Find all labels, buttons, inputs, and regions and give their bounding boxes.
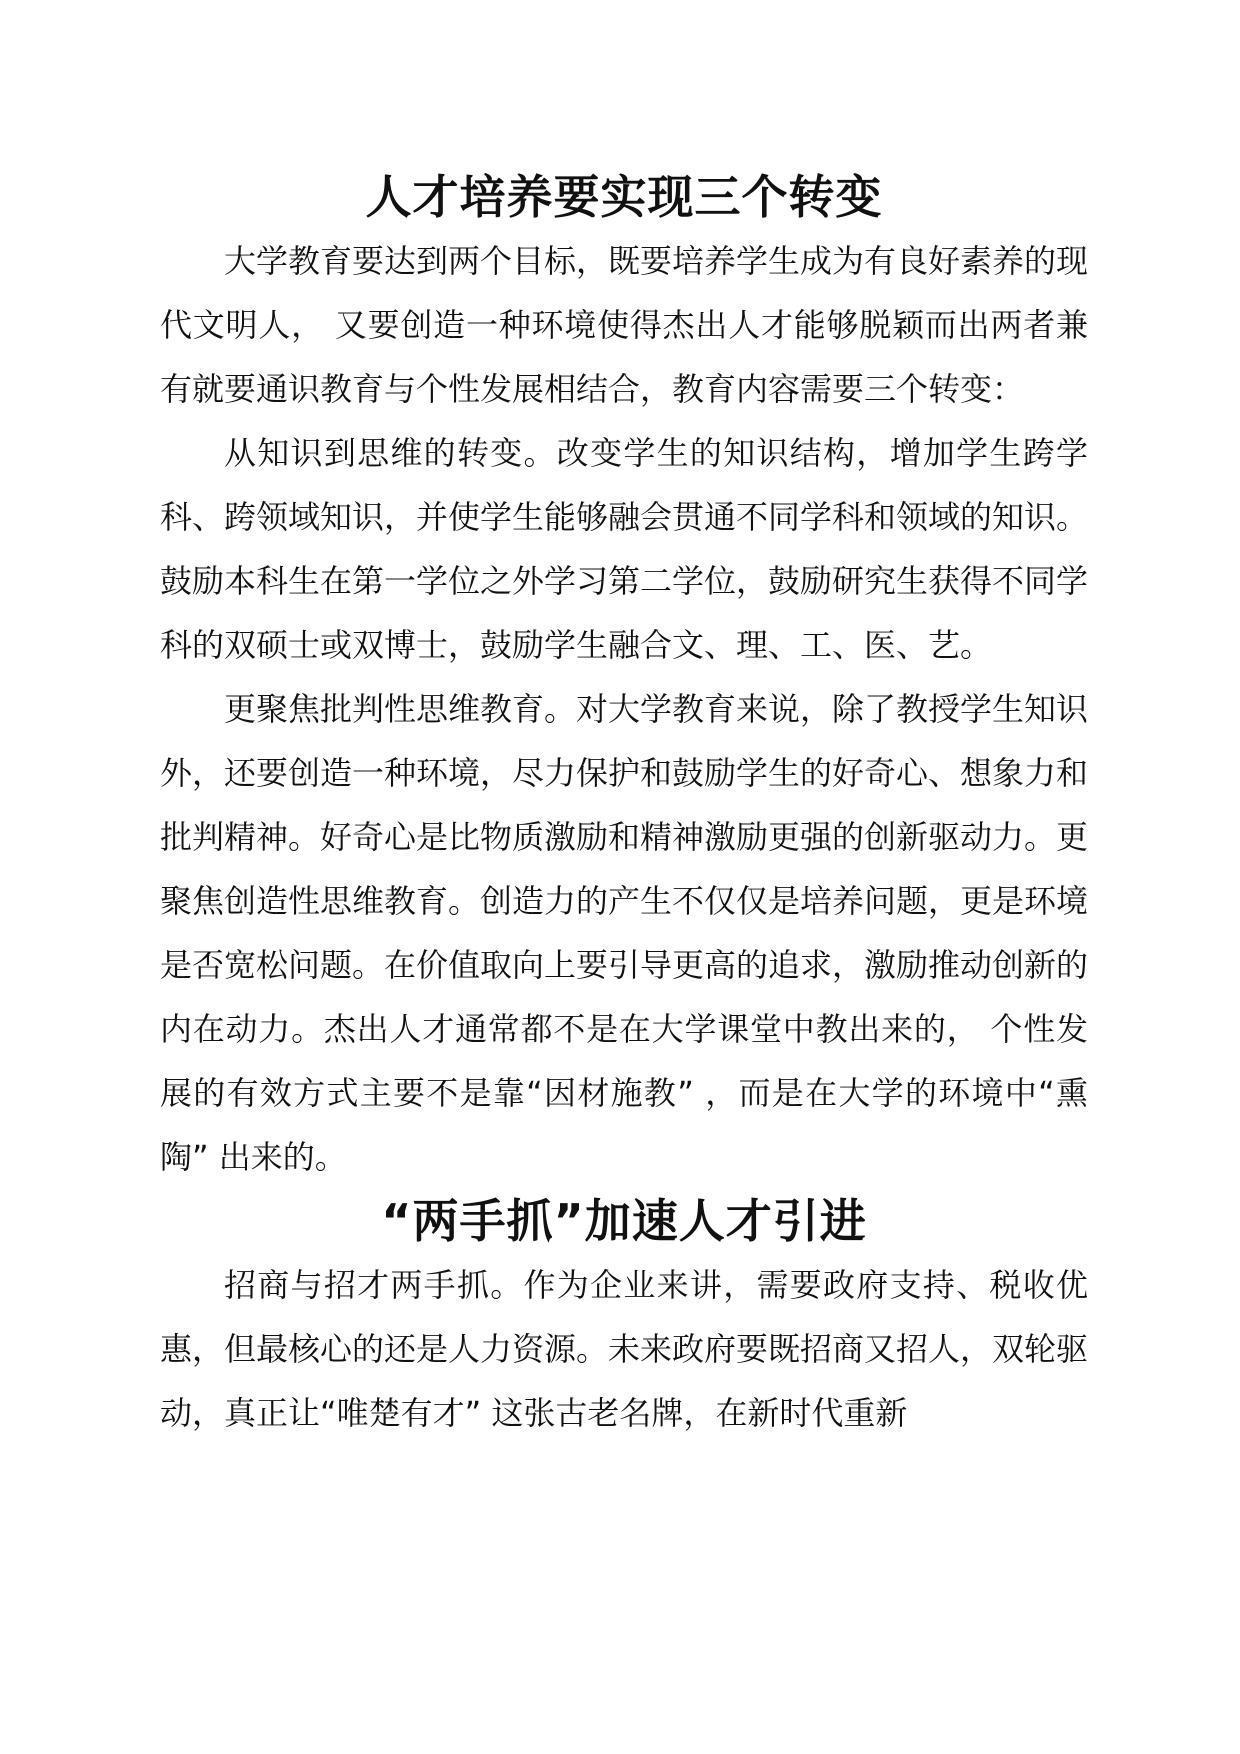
paragraph-critical-thinking: 更聚焦批判性思维教育。对大学教育来说，除了教授学生知识外，还要创造一种环境，尽力保护和鼓励学生的好奇心、想象力和批判精神。好奇心是比物质激励和精神激励更强的创新驱动力。更聚焦创造性思维教育。创造力的产生不仅仅是培养问题，更是环境是否宽松问题。在价值取向上要引导更高的追求，激励推动创新的内在动力。杰出人才通常都不是在大学课堂中教出来的， 个性发展的有效方式主要不是靠“因材施教” ，而是在大学的环境中“熏陶” 出来的。 [160, 690, 1089, 1176]
paragraph-intro: 大学教育要达到两个目标，既要培养学生成为有良好素养的现代文明人， 又要创造一种环境使得杰出人才能够脱颖而出两者兼有就要通识教育与个性发展相结合，教育内容需要三个转变： [160, 242, 1089, 408]
document-body [160, 165, 1088, 1445]
section-title-talent-introduction: “两手抓”加速人才引进 [381, 1194, 867, 1248]
paragraph-recruitment: 招商与招才两手抓。作为企业来讲，需要政府支持、税收优惠，但最核心的还是人力资源。未来政府要既招商又招人，双轮驱动，真正让“唯楚有才” 这张古老名牌，在新时代重新 [160, 1266, 1089, 1432]
paragraph-knowledge-to-thinking: 从知识到思维的转变。改变学生的知识结构，增加学生跨学科、跨领域知识，并使学生能够融会贯通不同学科和领域的知识。鼓励本科生在第一学位之外学习第二学位，鼓励研究生获得不同学科的双硕士或双博士，鼓励学生融合文、理、工、医、艺。 [160, 434, 1089, 664]
section-title-talent-cultivation: 人才培养要实现三个转变 [365, 170, 883, 224]
